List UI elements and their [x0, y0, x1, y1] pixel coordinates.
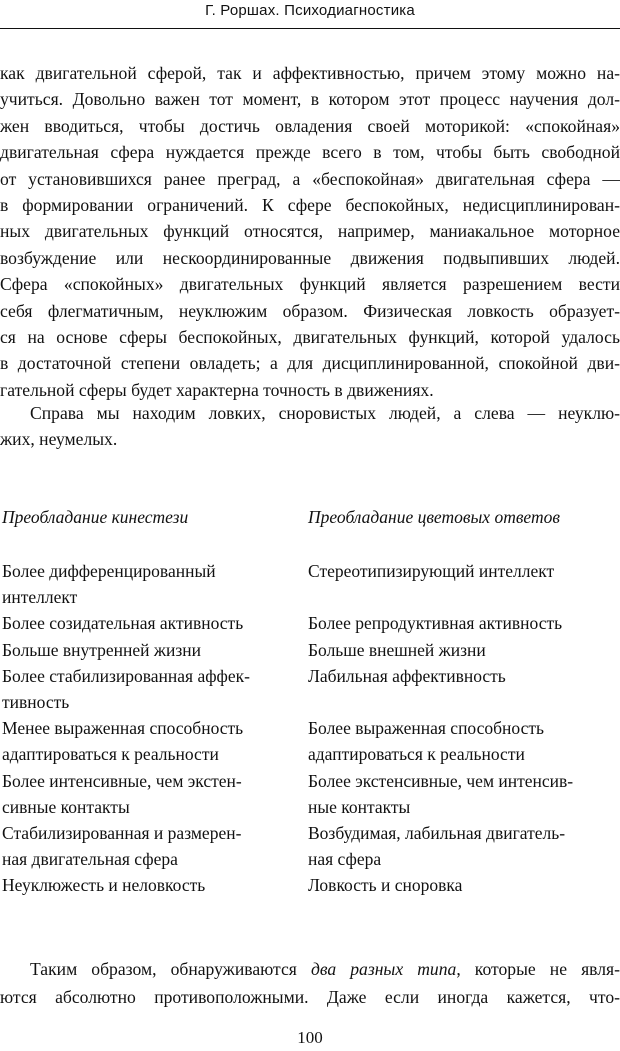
right-column-line: Лабильная аффективность [308, 665, 506, 686]
left-column-line: Менее выраженная способность [2, 718, 244, 739]
left-column-line: Стабилизированная и размерен- [2, 823, 242, 843]
text-line: от установившихся ранее преград, а «беспокойная» двигательная сфера — [0, 168, 620, 189]
right-column-line: Возбудимая, лабильная двигатель- [308, 823, 566, 843]
left-column-line: Больше внутренней жизни [2, 639, 201, 660]
emphasis-text: два разных типа [310, 959, 457, 979]
left-column-header: Преобладание кинестези [2, 507, 189, 527]
right-column-line: адаптироваться к реальности [308, 744, 525, 765]
left-column-line: ная двигательная сфера [2, 849, 178, 870]
body-paragraph-1 [0, 60, 620, 403]
page-number: 100 [297, 1028, 323, 1047]
left-column-line: интеллект [2, 587, 78, 608]
closing-paragraph [0, 955, 620, 1011]
text-line: ных двигательных функций относятся, например, маниакальное моторное [0, 221, 620, 242]
left-column-line: Более стабилизированная аффек- [2, 665, 250, 686]
text-line: ся на основе сферы беспокойных, двигательных функций, которой удалось [0, 326, 620, 347]
running-header: Г. Роршах. Психодиагностика [205, 2, 415, 19]
text-line: Сфера «спокойных» двигательных функций является разрешением вести [0, 274, 620, 295]
text-line: себя флегматичным, неуклюжим образом. Физическая ловкость образует- [0, 300, 620, 321]
closing-line-2: ются абсолютно противоположными. Даже если иногда кажется, что- [0, 987, 620, 1007]
right-column-line: Больше внешней жизни [308, 639, 486, 660]
body-paragraph-2 [0, 400, 620, 453]
right-column-line: ная сфера [308, 849, 382, 870]
right-column-header: Преобладание цветовых ответов [308, 507, 560, 527]
text-line: двигательная сфера нуждается прежде всего в том, чтобы быть свободной [0, 142, 620, 163]
left-column-line: Более дифференцированный [2, 561, 216, 581]
closing-line-1-start: Таким образом, обнаруживаются [30, 959, 311, 979]
closing-line-1-end: , которые не явля- [456, 959, 620, 979]
right-column-line: Ловкость и сноровка [308, 875, 463, 896]
text-line: в формировании ограничений. К сфере беспокойных, недисциплинирован- [0, 194, 620, 215]
header-rule [0, 28, 620, 29]
text-line: жен вводиться, чтобы достичь овладения своей моторикой: «спокойная» [0, 115, 620, 136]
left-column-line: адаптироваться к реальности [2, 744, 219, 765]
left-column-line: сивные контакты [2, 796, 130, 817]
text-line: Справа мы находим ловких, сноровистых людей, а слева — неуклю- [30, 403, 620, 423]
left-column-line: Более созидательная активность [2, 613, 244, 634]
text-line: жих, неумелых. [0, 429, 118, 450]
right-column-line: Более экстенсивные, чем интенсив- [308, 770, 574, 791]
left-column-line: Неуклюжесть и неловкость [2, 875, 206, 896]
closing-line-1 [0, 955, 620, 983]
text-line: в достаточной степени овладеть; а для дисциплинированной, спокойной дви- [0, 353, 620, 374]
right-column-line: Более выраженная способность [308, 718, 544, 739]
left-column-line: Более интенсивные, чем экстен- [2, 770, 242, 791]
text-line: учиться. Довольно важен тот момент, в котором этот процесс научения дол- [0, 89, 620, 110]
text-line: гательной сферы будет характерна точность в движениях. [0, 379, 434, 400]
right-column-line: Стереотипизирующий интеллект [308, 561, 555, 581]
left-column-line: тивность [2, 692, 70, 712]
right-column-line: Более репродуктивная активность [308, 613, 563, 634]
right-column-line: ные контакты [308, 796, 411, 817]
text-line: возбуждение или нескоординированные движения подвыпивших людей. [0, 247, 620, 268]
text-line: как двигательной сферой, так и аффективностью, причем этому можно на- [0, 63, 620, 83]
